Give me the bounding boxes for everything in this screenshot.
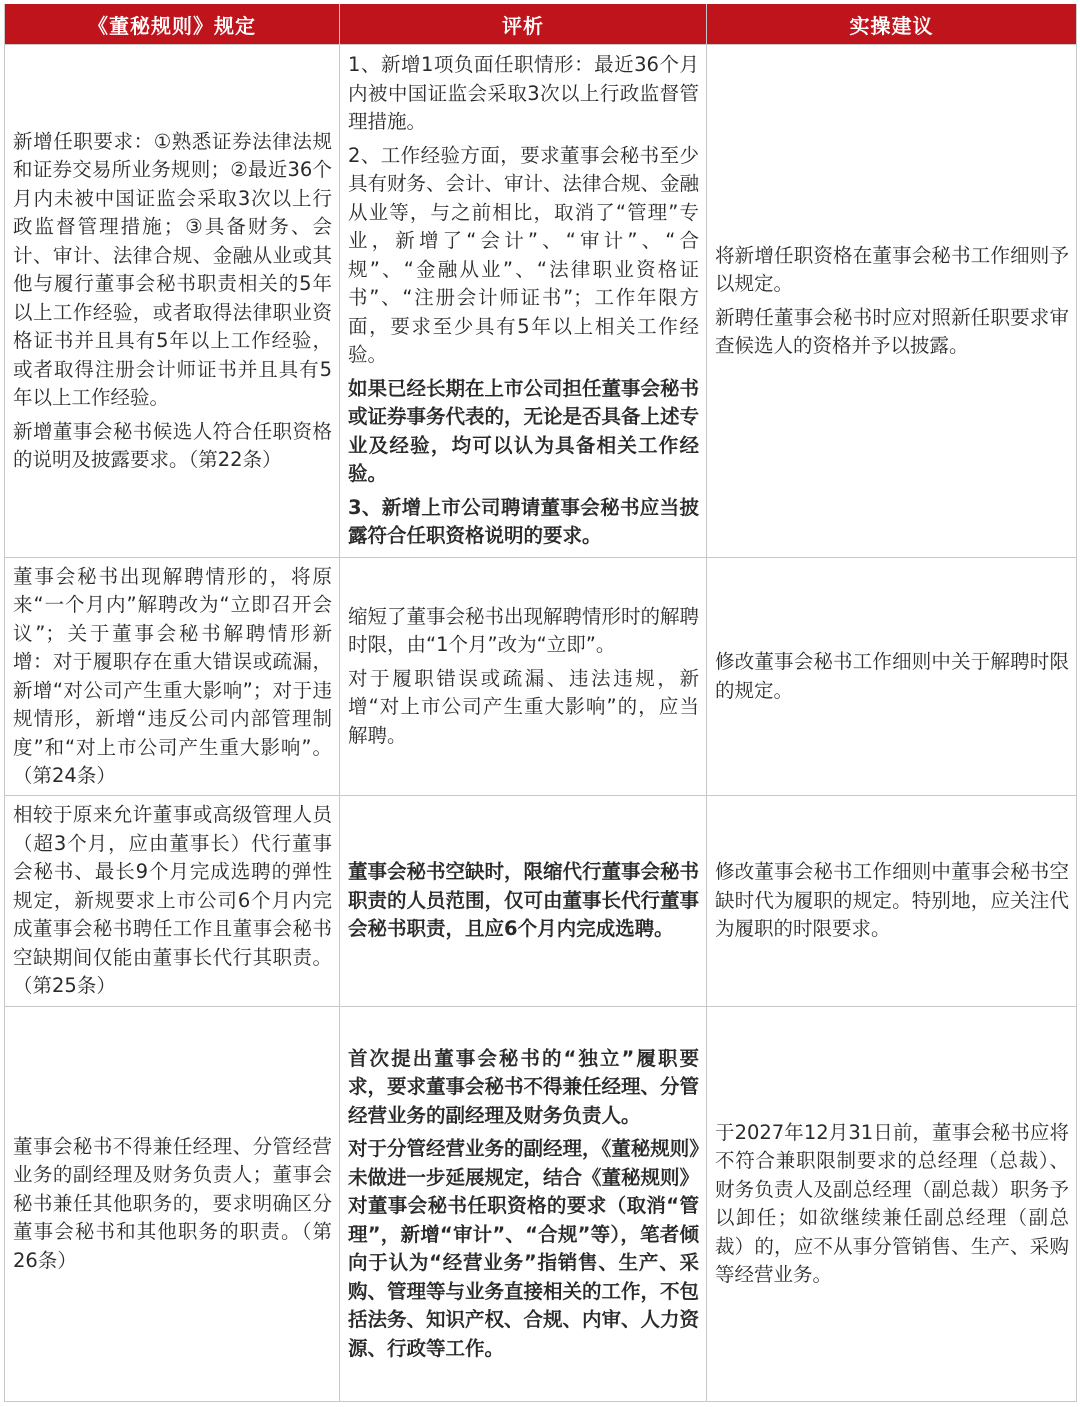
rule-paragraph: 新增任职要求：①熟悉证券法律法规和证券交易所业务规则；②最近36个月内未被中国证监会采取3次以上行政监督管理措施；③具备财务、会计、审计、法律合规、金融从业或其他与履行董事会秘书职责相关的5年以上工作经验，或者取得法律职业资格证书并且具有5年以上工作经验，或者取得注册会计师证书并且具有5年以上工作经验。 [13, 129, 332, 409]
advice-paragraph: 于2027年12月31日前，董事会秘书应将不符合兼职限制要求的总经理（总裁）、财务负责人及副总经理（副总裁）职务予以卸任；如欲继续兼任副总经理（副总裁）的，应不从事分管销售、生产、采购等经营业务。 [715, 1120, 1069, 1286]
header-advice: 实操建议 [707, 4, 1077, 45]
rule-cell [5, 1007, 340, 1402]
header-rule: 《董秘规则》规定 [5, 4, 340, 45]
table-header-row [5, 4, 1077, 45]
analysis-paragraph: 缩短了董事会秘书出现解聘情形时的解聘时限，由“1个月”改为“立即”。 [348, 604, 700, 657]
advice-paragraph: 修改董事会秘书工作细则中关于解聘时限的规定。 [715, 650, 1069, 702]
advice-cell [707, 1007, 1077, 1402]
table-row [5, 45, 1077, 558]
table-row [5, 1007, 1077, 1402]
advice-paragraph: 修改董事会秘书工作细则中董事会秘书空缺时代为履职的规定。特别地，应关注代为履职的时限要求。 [715, 860, 1069, 941]
rule-cell [5, 45, 340, 558]
analysis-paragraph: 1、新增1项负面任职情形：最近36个月内被中国证监会采取3次以上行政监督管理措施。 [348, 53, 699, 134]
analysis-cell [340, 45, 707, 558]
rule-cell [5, 558, 340, 796]
analysis-paragraph: 对于分管经营业务的副经理，《董秘规则》未做进一步延展规定，结合《董秘规则》对董事会秘书任职资格的要求（取消“管理”，新增“审计”、“合规”等），笔者倾向于认为“经营业务”指销售、生产、采购、管理等与业务直接相关的工作，不包括法务、知识产权、合规、内审、人力资源、行政等工作。 [348, 1137, 700, 1360]
rule-cell [5, 796, 340, 1007]
advice-cell [707, 796, 1077, 1007]
analysis-cell [340, 558, 707, 796]
regulation-comparison-table [4, 4, 1077, 1402]
analysis-paragraph: 3、新增上市公司聘请董事会秘书应当披露符合任职资格说明的要求。 [348, 495, 699, 548]
advice-paragraph: 新聘任董事会秘书时应对照新任职要求审查候选人的资格并予以披露。 [715, 305, 1069, 357]
analysis-paragraph: 2、工作经验方面，要求董事会秘书至少具有财务、会计、审计、法律合规、金融从业等，与之前相比，取消了“管理”专业，新增了“会计”、“审计”、“合规”、“金融从业”、“法律职业资格证书”、“注册会计师证书”；工作年限方面，要求至少具有5年以上相关工作经验。 [348, 143, 700, 367]
rule-paragraph: 董事会秘书出现解聘情形的，将原来“一个月内”解聘改为“立即召开会议”；关于董事会秘书解聘情形新增：对于履职存在重大错误或疏漏，新增“对公司产生重大影响”；对于违规情形，新增“违反公司内部管理制度”和“对上市公司产生重大影响”。（第24条） [13, 564, 332, 787]
table-row [5, 796, 1077, 1007]
rule-paragraph: 新增董事会秘书候选人符合任职资格的说明及披露要求。（第22条） [13, 419, 332, 471]
advice-paragraph: 将新增任职资格在董事会秘书工作细则予以规定。 [715, 243, 1069, 295]
rule-paragraph: 相较于原来允许董事或高级管理人员（超3个月，应由董事长）代行董事会秘书、最长9个月完成选聘的弹性规定，新规要求上市公司6个月内完成董事会秘书聘任工作且董事会秘书空缺期间仅能由董事长代行其职责。（第25条） [13, 803, 332, 998]
analysis-paragraph: 首次提出董事会秘书的“独立”履职要求，要求董事会秘书不得兼任经理、分管经营业务的副经理及财务负责人。 [348, 1046, 700, 1127]
analysis-paragraph: 如果已经长期在上市公司担任董事会秘书或证券事务代表的，无论是否具备上述专业及经验，均可以认为具备相关工作经验。 [348, 376, 700, 486]
advice-cell [707, 45, 1077, 558]
analysis-cell [340, 796, 707, 1007]
table-row [5, 558, 1077, 796]
header-analysis: 评析 [340, 4, 707, 45]
advice-cell [707, 558, 1077, 796]
analysis-paragraph: 董事会秘书空缺时，限缩代行董事会秘书职责的人员范围，仅可由董事长代行董事会秘书职责，且应6个月内完成选聘。 [348, 860, 700, 941]
rule-paragraph: 董事会秘书不得兼任经理、分管经营业务的副经理及财务负责人；董事会秘书兼任其他职务的，要求明确区分董事会秘书和其他职务的职责。（第26条） [13, 1134, 332, 1272]
analysis-cell [340, 1007, 707, 1402]
analysis-paragraph: 对于履职错误或疏漏、违法违规，新增“对上市公司产生重大影响”的，应当解聘。 [348, 666, 699, 747]
